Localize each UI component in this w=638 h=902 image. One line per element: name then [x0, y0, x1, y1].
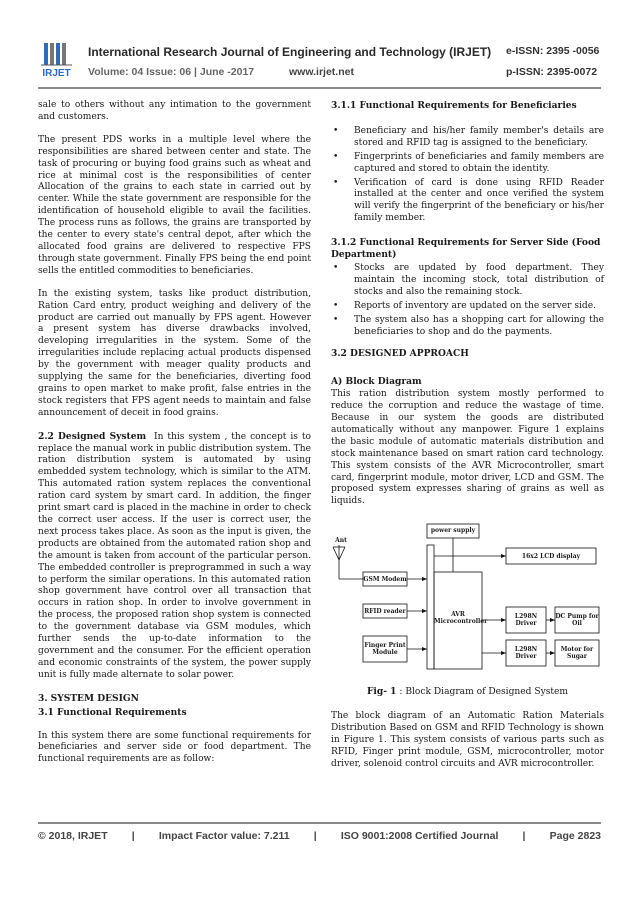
journal-header: [0, 0, 638, 92]
section-2-2: [38, 431, 311, 682]
copyright: © 2018, IRJET: [38, 830, 108, 842]
driver-1-label: L298N Driver: [514, 613, 538, 628]
p-issn: p-ISSN: 2395-0072: [506, 66, 598, 78]
power-supply-label: power supply: [430, 527, 476, 535]
antenna-label: Ant: [335, 537, 347, 545]
page-number: Page 2823: [549, 830, 601, 842]
section-heading: 3.2 DESIGNED APPROACH: [331, 348, 469, 360]
list-item: • Verification of card is done using RFID Reader installed at the center and once verified the system will verify the fingerprint of the beneficiary or his/her family member.: [331, 178, 604, 226]
beneficiary-requirements-list: [331, 126, 604, 225]
figure-caption: [331, 686, 604, 699]
section-heading: A) Block Diagram: [331, 376, 422, 388]
impact-factor: Impact Factor value: 7.211: [158, 830, 290, 842]
separator: |: [522, 830, 526, 842]
list-item: • Reports of inventory are updated on the server side.: [331, 301, 604, 313]
avr-label: AVR Microcontroller: [434, 611, 488, 626]
fingerprint-label: Finger Print Module: [364, 642, 406, 657]
section-heading: 3.1 Functional Requirements: [38, 706, 187, 718]
separator: |: [313, 830, 317, 842]
paragraph: The present PDS works in a multiple level where the responsibilities are shared between center and state. The task of procuring or buying food grains such as wheat and rice at minimal cost is the responsibilities of center Allocation of the grains to each state in carried out by center. While the state government are responsible for the identification of household eligible to avail the facilities. The process runs as follows, the grains are transported by the center to every state's central depot, after which the allocated food grains are delivered to respective FPS through state government. Finally FPS being the end point sells the entitled commodities to beneficiaries.: [38, 134, 311, 276]
iso-certification: ISO 9001:2008 Certified Journal: [340, 830, 499, 842]
caption-text: : Block Diagram of Designed System: [396, 687, 569, 698]
separator: |: [131, 830, 135, 842]
e-issn: e-ISSN: 2395 -0056: [506, 45, 600, 57]
list-item: • Fingerprints of beneficiaries and family members are captured and stored to obtain the identity.: [331, 152, 604, 176]
driver-2-label: L298N Driver: [514, 646, 538, 661]
section-heading: 3.1.1 Functional Requirements for Beneficiaries: [331, 100, 577, 111]
right-column: [331, 100, 604, 782]
volume-issue: Volume: 04 Issue: 06 | June -2017: [88, 66, 255, 78]
footer-rule: [38, 822, 601, 824]
paragraph: The block diagram of an Automatic Ration Materials Distribution Based on GSM and RFID Technology is shown in Figure 1. This system consists of various parts such as RFID, Finger print module, GSM, microcontroller, motor driver, solenoid control circuits and AVR microcontroller.: [331, 711, 604, 769]
left-column: [38, 100, 311, 777]
list-item: • Stocks are updated by food department. They maintain the incoming stock, total distribution of stocks and also the remaining stock.: [331, 263, 604, 299]
paragraph: This ration distribution system mostly performed to reduce the corruption and reduce the wastage of time. Because in our system the goods are distributed automatically without any manpower. Figure 1 explains the basic module of automatic materials distribution and stock maintenance based on smart ration card technology. This system consists of the AVR Microcontroller, smart card, fingerprint module, motor driver, LCD and GSM. The proposed system expresses sharing of grains as well as liquids.: [331, 389, 604, 507]
section-heading: 3. SYSTEM DESIGN: [38, 692, 139, 704]
caption-label: Fig- 1: [366, 686, 397, 698]
lcd-label: 16x2 LCD display: [521, 553, 581, 561]
section-heading: 3.1.2 Functional Requirements for Server Side (Food Department): [331, 237, 601, 261]
journal-website[interactable]: www.irjet.net: [289, 66, 354, 78]
footer-text: [38, 830, 601, 842]
paragraph: In this system there are some functional requirements for beneficiaries and server side or food department. The functional requirements are as follow:: [38, 730, 311, 765]
header-rule: [38, 87, 601, 89]
gsm-label: GSM Modem: [363, 576, 407, 584]
rfid-label: RFID reader: [364, 608, 406, 616]
pump-label: DC Pump for Oil: [555, 613, 599, 628]
list-item: • The system also has a shopping cart for allowing the beneficiaries to shop and do the payments.: [331, 315, 604, 339]
list-item: • Beneficiary and his/her family member's details are stored and RFID tag is assigned to the beneficiary.: [331, 126, 604, 150]
motor-label: Motor for Sugar: [560, 646, 594, 661]
journal-title: International Research Journal of Engineering and Technology (IRJET): [88, 45, 492, 59]
logo-text: IRJET: [42, 68, 71, 79]
irjet-logo: [38, 41, 75, 82]
server-requirements-list: [331, 263, 604, 338]
paragraph: In the existing system, tasks like product distribution, Ration Card entry, product weighing and delivery of the product are carried out manually by FPS agent. However a present system has diverse drawbacks involved, developing irregularities in the system. Some of the irregularities include replacing actual products dispensed by the government with meager quality products and supplying the same for the beneficiaries, diverting food grains to open market to make profit, false entries in the stock registers that FPS agent needs to maintain and false announcement of deceit in food grains.: [38, 288, 311, 418]
section-heading: 2.2 Designed System: [38, 430, 147, 442]
block-diagram: [331, 520, 604, 676]
paragraph: In this system , the concept is to replace the manual work in public distribution system. The ration distribution system is automated by using embedded system technology, which is similar to the ATM. This automated ration system replaces the conventional ration card system by smart card. In addition, the finger print smart card is placed in the machine in order to check the correct user access. If the user is correct user, the next process takes place. As soon as the input is given, the products are obtained from the automated ration shop and the amount is taken from account of the particular person. The embedded controller is preprogrammed in such a way to perform the similar operations. In this automated ration shop government have control over all transaction that occurs in ration shop. In order to involve government in the process, the proposed ration shop system is connected to the government database via GSM modules, which further sends the up-to-date information to the government and the consumer. For the efficient operation and economic constraints of the system, the power supply unit is fully made alternate to solar power.: [38, 431, 311, 680]
paragraph: sale to others without any intimation to the government and customers.: [38, 100, 311, 122]
